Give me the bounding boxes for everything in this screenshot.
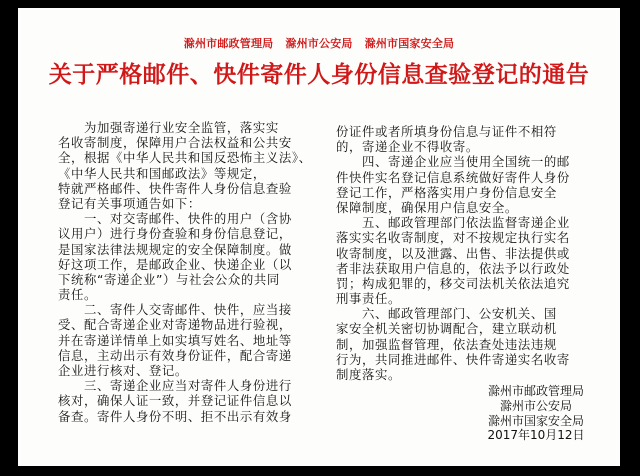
body-line: 制，加强监督管理，依法查处违法违规 bbox=[336, 336, 557, 352]
signature-org: 滁州市国家安全局 bbox=[487, 413, 584, 428]
body-line: 是国家法律法规规定的安全保障制度。做 bbox=[58, 241, 292, 257]
issuer-name: 滁州市公安局 bbox=[285, 37, 353, 50]
issuer-line bbox=[18, 35, 620, 51]
body-line: 落实实名收寄制度，对不按规定执行实名 bbox=[336, 230, 570, 246]
body-line: 特就严格邮件、快件寄件人身份信息查验 bbox=[58, 180, 292, 196]
body-line: 收寄制度，以及泄露、出售、非法提供或 bbox=[336, 245, 570, 261]
body-line: 的，寄递企业不得收寄。 bbox=[336, 139, 479, 155]
body-line: 登记有关事项通告如下： bbox=[58, 195, 201, 211]
body-line: 三、寄递企业应当对寄件人身份进行 bbox=[58, 378, 292, 394]
body-line: 企业进行核对、登记。 bbox=[58, 363, 188, 378]
signature-block bbox=[466, 384, 606, 443]
issuer-name: 滁州市国家安全局 bbox=[364, 37, 455, 50]
body-line: 议用户）进行身份查验和身份信息登记， bbox=[58, 226, 292, 242]
notice-body-right bbox=[336, 124, 594, 382]
notice-board bbox=[18, 8, 620, 466]
signature-org: 滁州市公安局 bbox=[499, 398, 572, 413]
body-line: 备查。寄件人身份不明、拒不出示有效身 bbox=[58, 408, 292, 424]
body-line: 者非法获取用户信息的，依法予以行政处 bbox=[336, 260, 570, 276]
body-line: 并在寄递详情单上如实填写姓名、地址等 bbox=[58, 332, 292, 348]
body-line: 《中华人民共和国邮政法》等规定， bbox=[58, 165, 266, 181]
body-line: 刑事责任。 bbox=[336, 291, 401, 307]
body-line: 下统称“寄递企业”）与社会公众的共同 bbox=[58, 271, 280, 287]
body-line: 好这项工作，是邮政企业、快递企业（以 bbox=[58, 256, 292, 272]
issuer-name: 滁州市邮政管理局 bbox=[183, 37, 274, 50]
body-line: 核对，确保人证一致，并登记证件信息以 bbox=[58, 393, 292, 409]
body-line: 五、邮政管理部门依法监督寄递企业 bbox=[336, 215, 570, 231]
body-line: 名收寄制度，保障用户合法权益和公共安 bbox=[58, 135, 292, 151]
body-line: 一、对交寄邮件、快件的用户（含协 bbox=[58, 211, 292, 227]
body-line: 制度落实。 bbox=[336, 367, 401, 382]
body-line: 份证件或者所填身份信息与证件不相符 bbox=[336, 124, 557, 139]
signature-date: 2017年10月12日 bbox=[487, 428, 585, 443]
body-line: 行为，共同推进邮件、快件寄递实名收寄 bbox=[336, 351, 570, 367]
body-line: 为加强寄递行业安全监管，落实实 bbox=[58, 120, 279, 135]
body-line: 登记工作，严格落实用户身份信息安全 bbox=[336, 184, 557, 200]
body-line: 信息，主动出示有效身份证件，配合寄递 bbox=[58, 347, 292, 363]
body-line: 二、寄件人交寄邮件、快件，应当接 bbox=[58, 302, 292, 318]
notice-body-left bbox=[58, 120, 328, 424]
body-line: 罚；构成犯罪的，移交司法机关依法追究 bbox=[336, 275, 570, 291]
body-line: 保障制度，确保用户信息安全。 bbox=[336, 199, 518, 215]
body-line: 四、寄递企业应当使用全国统一的邮 bbox=[336, 154, 570, 170]
body-line: 六、邮政管理部门、公安机关、国 bbox=[336, 306, 557, 322]
body-line: 全，根据《中华人民共和国反恐怖主义法》、 bbox=[58, 150, 312, 166]
body-line: 家安全机关密切协调配合，建立联动机 bbox=[336, 321, 557, 337]
body-line: 受、配合寄递企业对寄递物品进行验视， bbox=[58, 317, 292, 333]
notice-title: 关于严格邮件、快件寄件人身份信息查验登记的通告 bbox=[48, 62, 590, 88]
signature-org: 滁州市邮政管理局 bbox=[487, 384, 584, 398]
body-line: 件快件实名登记信息系统做好寄件人身份 bbox=[336, 169, 570, 185]
body-line: 责任。 bbox=[58, 287, 97, 303]
